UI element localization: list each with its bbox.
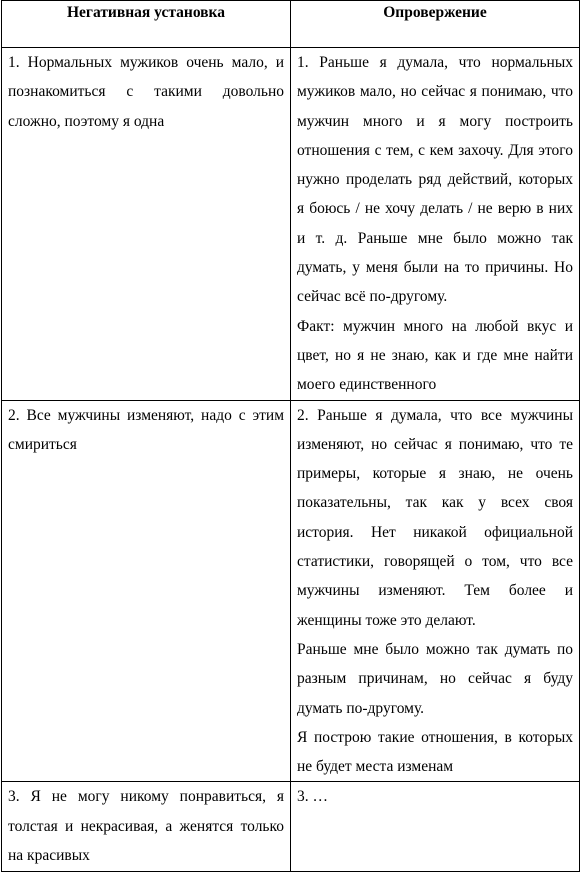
header-negative-belief: Негативная установка (2, 1, 291, 48)
rebuttal-paragraph: Я построю такие отношения, в которых не будет места изменам (297, 728, 573, 776)
belief-text: 1. Нормальных мужиков очень мало, и познакомиться с такими довольно сложно, поэтому я одна (8, 54, 284, 130)
table-row (2, 48, 580, 401)
rebuttal-paragraph: Факт: мужчин много на любой вкус и цвет, но я не знаю, как и где мне найти моего единственного (297, 317, 573, 394)
table-row (2, 782, 580, 872)
belief-cell (2, 48, 291, 401)
rebuttal-paragraph: Раньше мне было можно так думать по разным причинам, но сейчас я буду думать по-другому. (297, 640, 573, 717)
beliefs-table (1, 0, 580, 872)
header-rebuttal: Опровержение (291, 1, 580, 48)
rebuttal-paragraph: 1. Раньше я думала, что нормальных мужиков мало, но сейчас я понимаю, что мужчин много и я могу построить отношения с тем, с кем захочу. Для этого нужно проделать ряд действий, которых я боюсь / не хочу делать / не верю в них и т. д. Раньше мне было можно так думать, у меня были на то причины. Но сейчас всё по-другому. (297, 54, 573, 306)
belief-text: 2. Все мужчины изменяют, надо с этим смириться (8, 406, 284, 453)
rebuttal-paragraph: 2. Раньше я думала, что все мужчины изменяют, но сейчас я понимаю, что те примеры, которые я знаю, не очень показательны, так как у всех своя история. Нет никакой официальной статистики, говорящей о том, что все мужчины изменяют. Тем более и женщины тоже это делают. (297, 406, 573, 629)
table-row (2, 400, 580, 782)
belief-text: 3. Я не могу никому понравиться, я толстая и некрасивая, а женятся только на красивых (8, 788, 284, 865)
rebuttal-cell (291, 782, 580, 872)
rebuttal-paragraph: 3. … (297, 788, 328, 806)
rebuttal-cell (291, 48, 580, 401)
rebuttal-cell (291, 400, 580, 782)
belief-cell (2, 400, 291, 782)
belief-cell (2, 782, 291, 872)
table-header-row (2, 1, 580, 48)
